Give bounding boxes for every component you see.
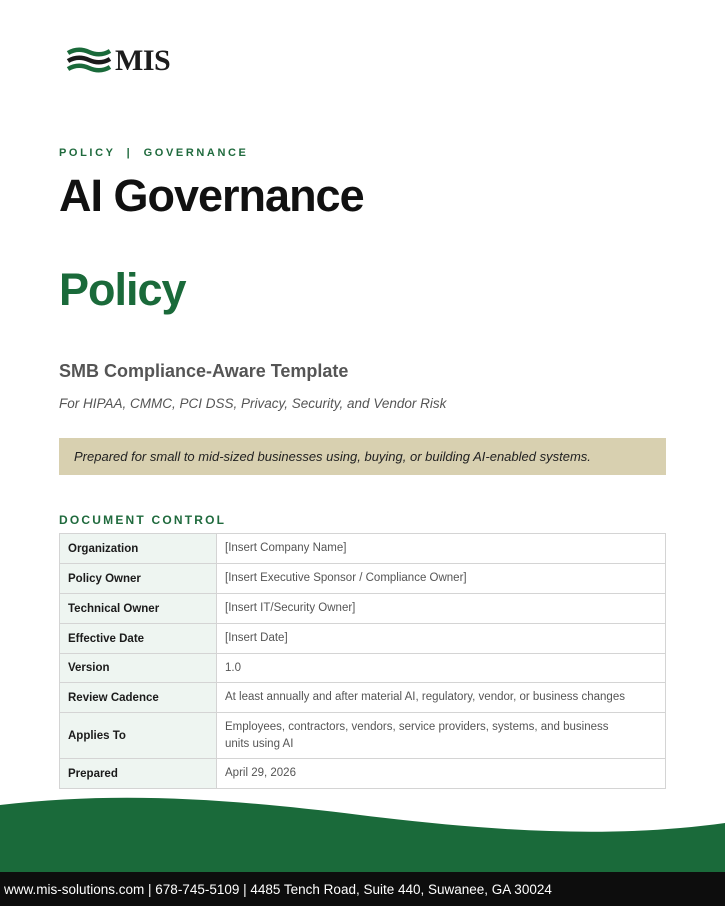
row-label: Review Cadence xyxy=(60,683,217,713)
document-control-heading: DOCUMENT CONTROL xyxy=(59,513,227,527)
table-row xyxy=(60,534,666,564)
row-value: Employees, contractors, vendors, service providers, systems, and business units using AI xyxy=(217,713,666,759)
table-row xyxy=(60,594,666,624)
document-title-line-2: Policy xyxy=(59,264,186,315)
table-row xyxy=(60,759,666,789)
logo-text: MIS xyxy=(115,44,171,77)
row-value: [Insert Company Name] xyxy=(217,534,666,564)
row-value: [Insert Date] xyxy=(217,624,666,654)
row-label: Effective Date xyxy=(60,624,217,654)
table-row xyxy=(60,624,666,654)
document-subtitle: SMB Compliance-Aware Template xyxy=(59,361,349,381)
row-value: April 29, 2026 xyxy=(217,759,666,789)
document-control-table xyxy=(59,533,666,789)
table-row xyxy=(60,683,666,713)
row-label: Policy Owner xyxy=(60,564,217,594)
decorative-wave-band xyxy=(0,795,725,875)
document-title-line-1: AI Governance xyxy=(59,170,364,221)
audience-banner-text: Prepared for small to mid-sized businesses using, buying, or building AI-enabled systems. xyxy=(74,449,591,464)
row-label: Prepared xyxy=(60,759,217,789)
document-scope-line: For HIPAA, CMMC, PCI DSS, Privacy, Security, and Vendor Risk xyxy=(59,396,447,411)
row-value: [Insert IT/Security Owner] xyxy=(217,594,666,624)
row-label: Organization xyxy=(60,534,217,564)
row-label: Technical Owner xyxy=(60,594,217,624)
table-row xyxy=(60,654,666,683)
company-logo xyxy=(66,44,170,78)
row-value: [Insert Executive Sponsor / Compliance Owner] xyxy=(217,564,666,594)
row-value: At least annually and after material AI, regulatory, vendor, or business changes xyxy=(217,683,666,713)
waves-logo-icon xyxy=(66,46,112,76)
table-row xyxy=(60,564,666,594)
row-label: Version xyxy=(60,654,217,683)
table-row xyxy=(60,713,666,759)
audience-banner xyxy=(59,438,666,475)
row-value: 1.0 xyxy=(217,654,666,683)
row-label: Applies To xyxy=(60,713,217,759)
eyebrow-label: POLICY | GOVERNANCE xyxy=(59,147,249,159)
contact-footer-text: www.mis-solutions.com | 678-745-5109 | 4485 Tench Road, Suite 440, Suwanee, GA 30024 xyxy=(4,881,552,897)
contact-footer xyxy=(0,872,725,906)
